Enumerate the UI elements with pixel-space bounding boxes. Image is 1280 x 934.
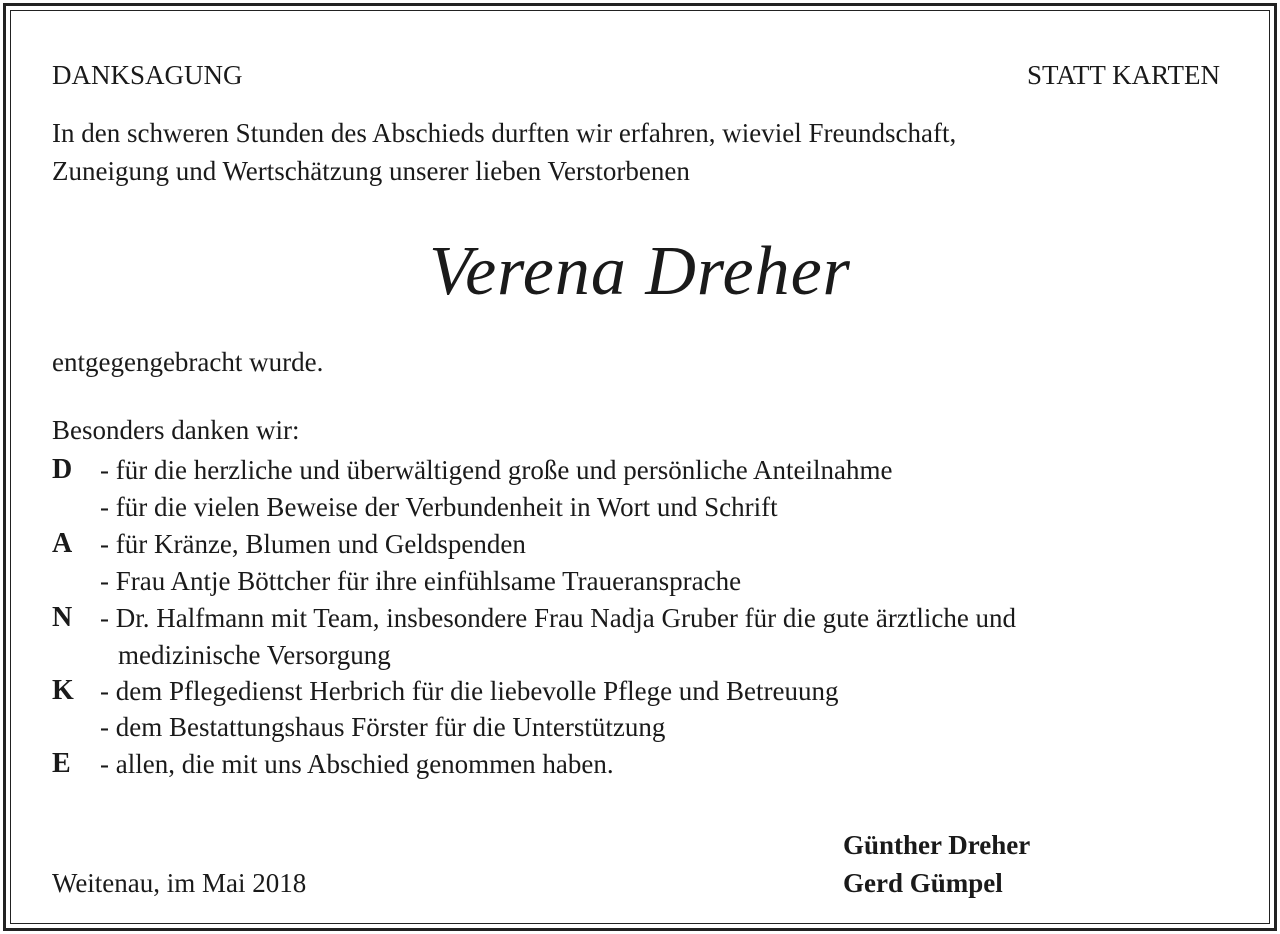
intro-line-1: In den schweren Stunden des Abschieds durften wir erfahren, wieviel Freundschaft, [52,118,957,148]
acrostic-letter: D [52,454,73,485]
header-danksagung: DANKSAGUNG [52,60,243,90]
deceased-name: Verena Dreher [429,233,851,310]
thanks-line-text: - Frau Antje Böttcher für ihre einfühlsame Traueransprache [100,566,742,596]
acrostic-letter: N [52,602,73,633]
thanks-line-text: - für Kränze, Blumen und Geldspenden [100,529,526,559]
thanks-line-text: - für die herzliche und überwältigend große und persönliche Anteilnahme [100,455,893,485]
signature-1: Günther Dreher [843,830,1031,860]
signature-2: Gerd Gümpel [843,868,1003,898]
acrostic-letter: K [52,675,74,706]
thanks-line-text: - Dr. Halfmann mit Team, insbesondere Frau Nadja Gruber für die gute ärztliche und [100,603,1017,633]
intro-line-2: Zuneigung und Wertschätzung unserer lieben Verstorbenen [52,156,690,186]
thanks-line-text: - für die vielen Beweise der Verbundenheit in Wort und Schrift [100,492,778,522]
acrostic-letter: E [52,748,71,779]
thanks-line-text: - dem Bestattungshaus Förster für die Unterstützung [100,712,666,742]
acrostic-letter: A [52,528,73,559]
place-date: Weitenau, im Mai 2018 [52,868,307,898]
header-statt-karten: STATT KARTEN [1027,60,1220,90]
thanks-line-text: medizinische Versorgung [118,640,391,670]
outro-text: entgegengebracht wurde. [52,347,324,377]
thanks-line-text: - allen, die mit uns Abschied genommen haben. [100,749,614,779]
thanks-intro: Besonders danken wir: [52,415,300,445]
thanks-line-text: - dem Pflegedienst Herbrich für die liebevolle Pflege und Betreuung [100,676,839,706]
